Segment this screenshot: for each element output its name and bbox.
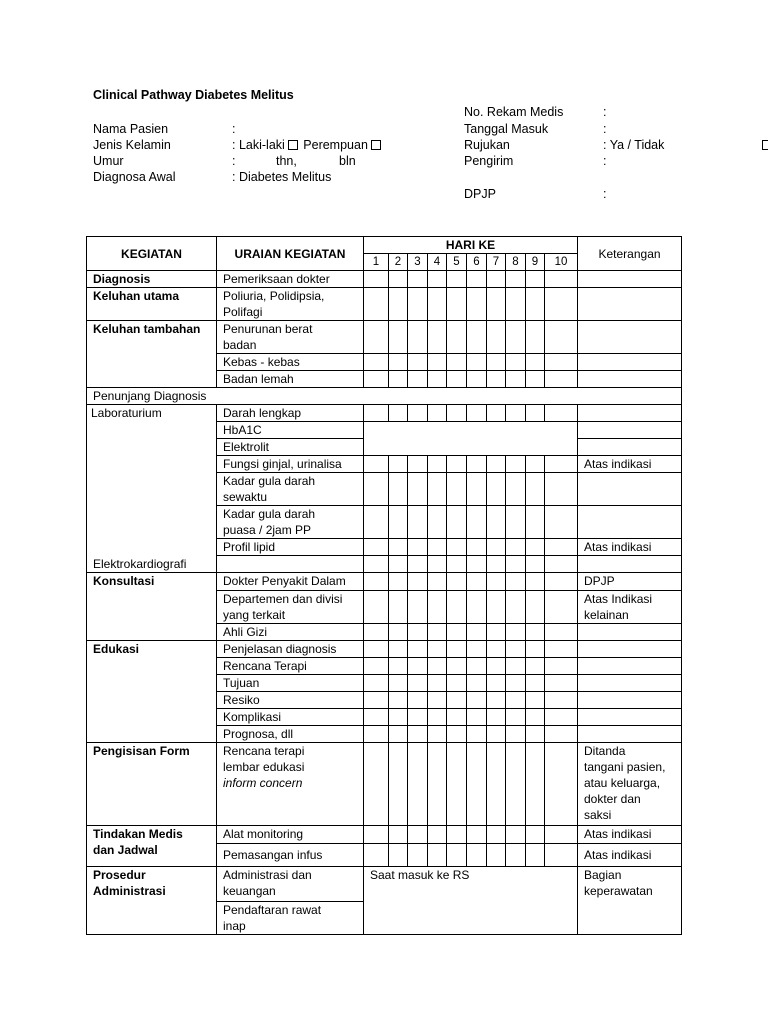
dpjp-value[interactable]: : bbox=[603, 187, 607, 201]
uraian-penurunan-berat-badan: Penurunan berat badan bbox=[217, 321, 364, 354]
uraian-ahli-gizi: Ahli Gizi bbox=[217, 623, 364, 640]
uraian-pendaftaran-rawat-inap: Pendaftaran rawat inap bbox=[217, 901, 364, 934]
nama-pasien-label: Nama Pasien bbox=[93, 122, 169, 136]
umur-label: Umur bbox=[93, 154, 124, 168]
col-uraian-header: URAIAN KEGIATAN bbox=[217, 237, 364, 271]
kegiatan-tindakan-medis: Tindakan Medis dan Jadwal bbox=[87, 825, 217, 866]
uraian-departemen: Departemen dan divisi yang terkait bbox=[217, 590, 364, 623]
rekam-medis-value[interactable]: : bbox=[603, 105, 607, 119]
day-header: 10 bbox=[545, 254, 578, 271]
uraian-kgd-puasa: Kadar gula darah puasa / 2jam PP bbox=[217, 506, 364, 539]
diagnosa-awal-value: : Diabetes Melitus bbox=[232, 170, 332, 184]
uraian-komplikasi: Komplikasi bbox=[217, 708, 364, 725]
keterangan-atas-indikasi: Atas indikasi bbox=[578, 456, 682, 473]
keterangan-atas-indikasi-kelainan: Atas Indikasi kelainan bbox=[578, 590, 682, 623]
day-header: 2 bbox=[389, 254, 408, 271]
uraian-penjelasan-diagnosis: Penjelasan diagnosis bbox=[217, 640, 364, 657]
keterangan-ditanda-tangani: Ditanda tangani pasien, atau keluarga, dokter dan saksi bbox=[578, 742, 682, 825]
kegiatan-elektrokardiografi: Elektrokardiografi bbox=[93, 557, 187, 571]
uraian-elektrolit: Elektrolit bbox=[217, 439, 364, 456]
col-hari-ke-header: HARI KE bbox=[364, 237, 578, 254]
kegiatan-keluhan-tambahan: Keluhan tambahan bbox=[87, 321, 217, 388]
uraian-rencana-lembar: Rencana terapi lembar edukasi inform concern bbox=[217, 742, 364, 825]
day-header: 6 bbox=[467, 254, 487, 271]
laki-laki-checkbox[interactable] bbox=[288, 140, 298, 150]
jenis-kelamin-label: Jenis Kelamin bbox=[93, 138, 171, 152]
day-header: 8 bbox=[506, 254, 526, 271]
perempuan-option: Perempuan bbox=[303, 138, 368, 152]
rujukan-checkbox[interactable] bbox=[762, 140, 768, 150]
uraian-kebas: Kebas - kebas bbox=[217, 354, 364, 371]
col-keterangan-header: Keterangan bbox=[578, 237, 682, 271]
hari-saat-masuk-rs: Saat masuk ke RS bbox=[364, 866, 578, 934]
day-header: 4 bbox=[428, 254, 447, 271]
kegiatan-edukasi: Edukasi bbox=[87, 640, 217, 742]
uraian-dokter-penyakit-dalam: Dokter Penyakit Dalam bbox=[217, 573, 364, 590]
uraian-kgd-sewaktu: Kadar gula darah sewaktu bbox=[217, 473, 364, 506]
day-header: 9 bbox=[526, 254, 545, 271]
rekam-medis-label: No. Rekam Medis bbox=[464, 105, 564, 119]
uraian-profil-lipid: Profil lipid bbox=[217, 539, 364, 556]
document-title: Clinical Pathway Diabetes Melitus bbox=[93, 88, 294, 102]
keterangan-atas-indikasi: Atas indikasi bbox=[578, 843, 682, 866]
day-header: 3 bbox=[408, 254, 428, 271]
uraian-alat-monitoring: Alat monitoring bbox=[217, 825, 364, 843]
uraian-pemeriksaan-dokter: Pemeriksaan dokter bbox=[217, 271, 364, 288]
uraian-rencana-terapi: Rencana Terapi bbox=[217, 657, 364, 674]
umur-thn[interactable]: thn, bbox=[276, 154, 297, 168]
uraian-resiko: Resiko bbox=[217, 691, 364, 708]
col-kegiatan-header: KEGIATAN bbox=[87, 237, 217, 271]
umur-colon: : bbox=[232, 154, 236, 168]
kegiatan-prosedur-administrasi: Prosedur Administrasi bbox=[87, 866, 217, 934]
umur-bln[interactable]: bln bbox=[339, 154, 356, 168]
pengirim-label: Pengirim bbox=[464, 154, 514, 168]
uraian-poliuria: Poliuria, Polidipsia, Polifagi bbox=[217, 288, 364, 321]
dpjp-label: DPJP bbox=[464, 187, 496, 201]
uraian-ekg-blank bbox=[217, 556, 364, 573]
nama-pasien-value[interactable]: : bbox=[232, 122, 236, 136]
clinical-pathway-table bbox=[86, 236, 682, 573]
perempuan-checkbox[interactable] bbox=[371, 140, 381, 150]
clinical-pathway-table-part2 bbox=[86, 573, 682, 935]
uraian-pemasangan-infus: Pemasangan infus bbox=[217, 843, 364, 866]
day-header: 7 bbox=[487, 254, 506, 271]
day-header: 5 bbox=[447, 254, 467, 271]
keterangan-dpjp: DPJP bbox=[578, 573, 682, 590]
uraian-administrasi-keuangan: Administrasi dan keuangan bbox=[217, 866, 364, 901]
laki-laki-option: : Laki-laki bbox=[232, 138, 285, 152]
rujukan-label: Rujukan bbox=[464, 138, 510, 152]
tanggal-masuk-label: Tanggal Masuk bbox=[464, 122, 549, 136]
kegiatan-pengisisan-form: Pengisisan Form bbox=[87, 742, 217, 825]
uraian-hba1c: HbA1C bbox=[217, 422, 364, 439]
uraian-tujuan: Tujuan bbox=[217, 674, 364, 691]
uraian-darah-lengkap: Darah lengkap bbox=[217, 405, 364, 422]
jenis-kelamin-field bbox=[232, 137, 383, 153]
keterangan-atas-indikasi: Atas indikasi bbox=[578, 825, 682, 843]
kegiatan-laboraturium: Laboraturium bbox=[87, 405, 217, 573]
uraian-fungsi-ginjal: Fungsi ginjal, urinalisa bbox=[217, 456, 364, 473]
kegiatan-diagnosis: Diagnosis bbox=[87, 271, 217, 288]
keterangan-atas-indikasi: Atas indikasi bbox=[578, 539, 682, 556]
kegiatan-konsultasi: Konsultasi bbox=[87, 573, 217, 640]
kegiatan-keluhan-utama: Keluhan utama bbox=[87, 288, 217, 321]
uraian-badan-lemah: Badan lemah bbox=[217, 371, 364, 388]
tanggal-masuk-value[interactable]: : bbox=[603, 122, 607, 136]
section-penunjang-diagnosis: Penunjang Diagnosis bbox=[87, 388, 682, 405]
keterangan-bagian-keperawatan: Bagian keperawatan bbox=[578, 866, 682, 934]
pengirim-value[interactable]: : bbox=[603, 154, 607, 168]
day-header: 1 bbox=[364, 254, 389, 271]
uraian-prognosa: Prognosa, dll bbox=[217, 725, 364, 742]
rujukan-value[interactable]: : Ya / Tidak bbox=[603, 138, 665, 152]
diagnosa-awal-label: Diagnosa Awal bbox=[93, 170, 176, 184]
